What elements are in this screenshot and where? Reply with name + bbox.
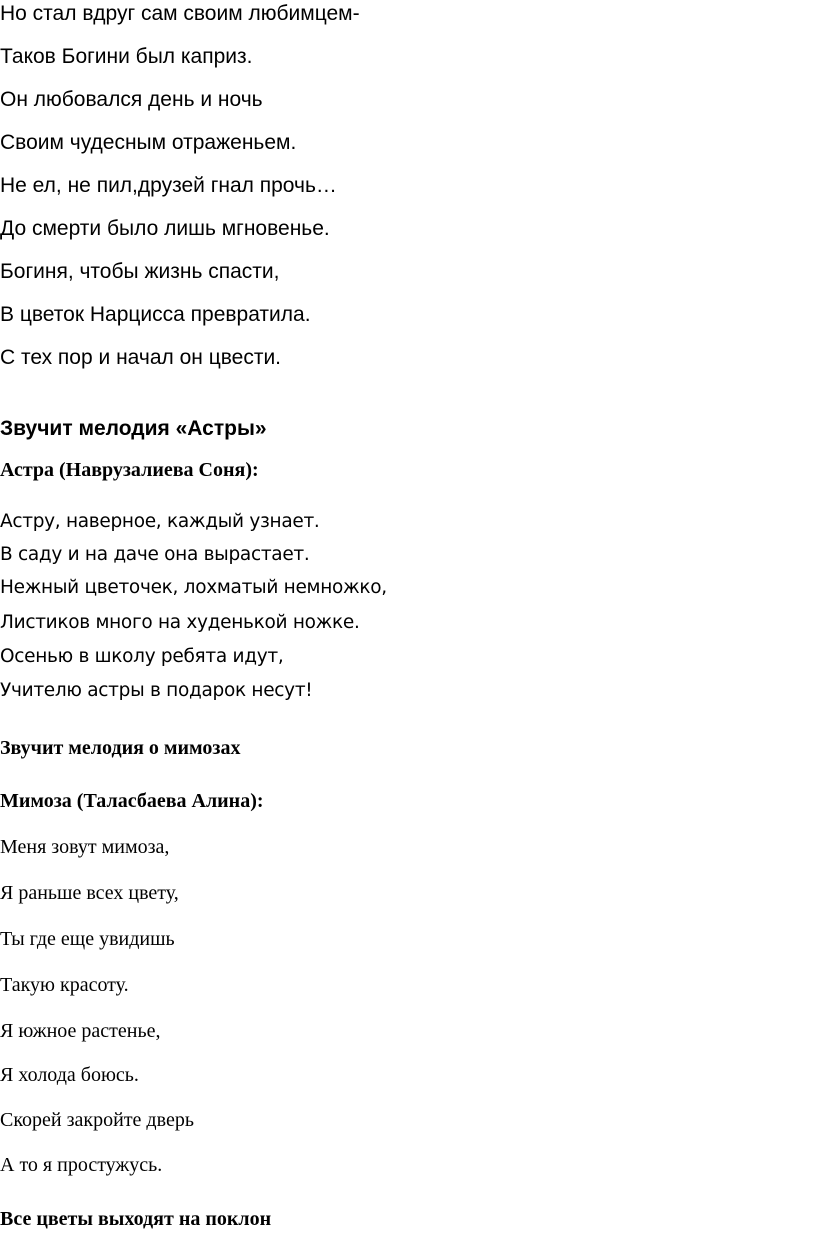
aster-line: В саду и на даче она вырастает. — [0, 544, 310, 565]
poem-line: Он любовался день и ночь — [0, 88, 263, 111]
mimosa-line: Я холода боюсь. — [0, 1064, 139, 1086]
aster-line: Листиков много на худенькой ножке. — [0, 612, 360, 633]
mimosa-heading: Звучит мелодия о мимозах — [0, 737, 241, 759]
mimosa-line: Я южное растенье, — [0, 1020, 161, 1042]
mimosa-line: А то я простужусь. — [0, 1154, 163, 1176]
poem-line: До смерти было лишь мгновенье. — [0, 217, 330, 240]
poem-line: С тех пор и начал он цвести. — [0, 346, 282, 369]
mimosa-line: Меня зовут мимоза, — [0, 836, 170, 858]
aster-line: Астру, наверное, каждый узнает. — [0, 511, 320, 532]
mimosa-line: Такую красоту. — [0, 974, 129, 996]
aster-line: Нежный цветочек, лохматый немножко, — [0, 577, 387, 598]
poem-line: Не ел, не пил,друзей гнал прочь… — [0, 174, 337, 197]
finale-text: Все цветы выходят на поклон — [0, 1208, 272, 1230]
mimosa-line: Ты где еще увидишь — [0, 928, 175, 950]
aster-speaker: Астра (Наврузалиева Соня): — [0, 459, 259, 481]
aster-line: Учителю астры в подарок несут! — [0, 680, 313, 701]
mimosa-line: Я раньше всех цвету, — [0, 882, 179, 904]
mimosa-speaker: Мимоза (Таласбаева Алина): — [0, 790, 264, 812]
poem-line: Но стал вдруг сам своим любимцем- — [0, 2, 360, 25]
aster-line: Осенью в школу ребята идут, — [0, 646, 284, 667]
poem-line: Богиня, чтобы жизнь спасти, — [0, 260, 280, 283]
mimosa-line: Скорей закройте дверь — [0, 1109, 194, 1131]
poem-line: Таков Богини был каприз. — [0, 45, 253, 68]
poem-line: Своим чудесным отраженьем. — [0, 131, 297, 154]
poem-line: В цветок Нарцисса превратила. — [0, 303, 311, 326]
aster-heading: Звучит мелодия «Астры» — [0, 417, 267, 440]
